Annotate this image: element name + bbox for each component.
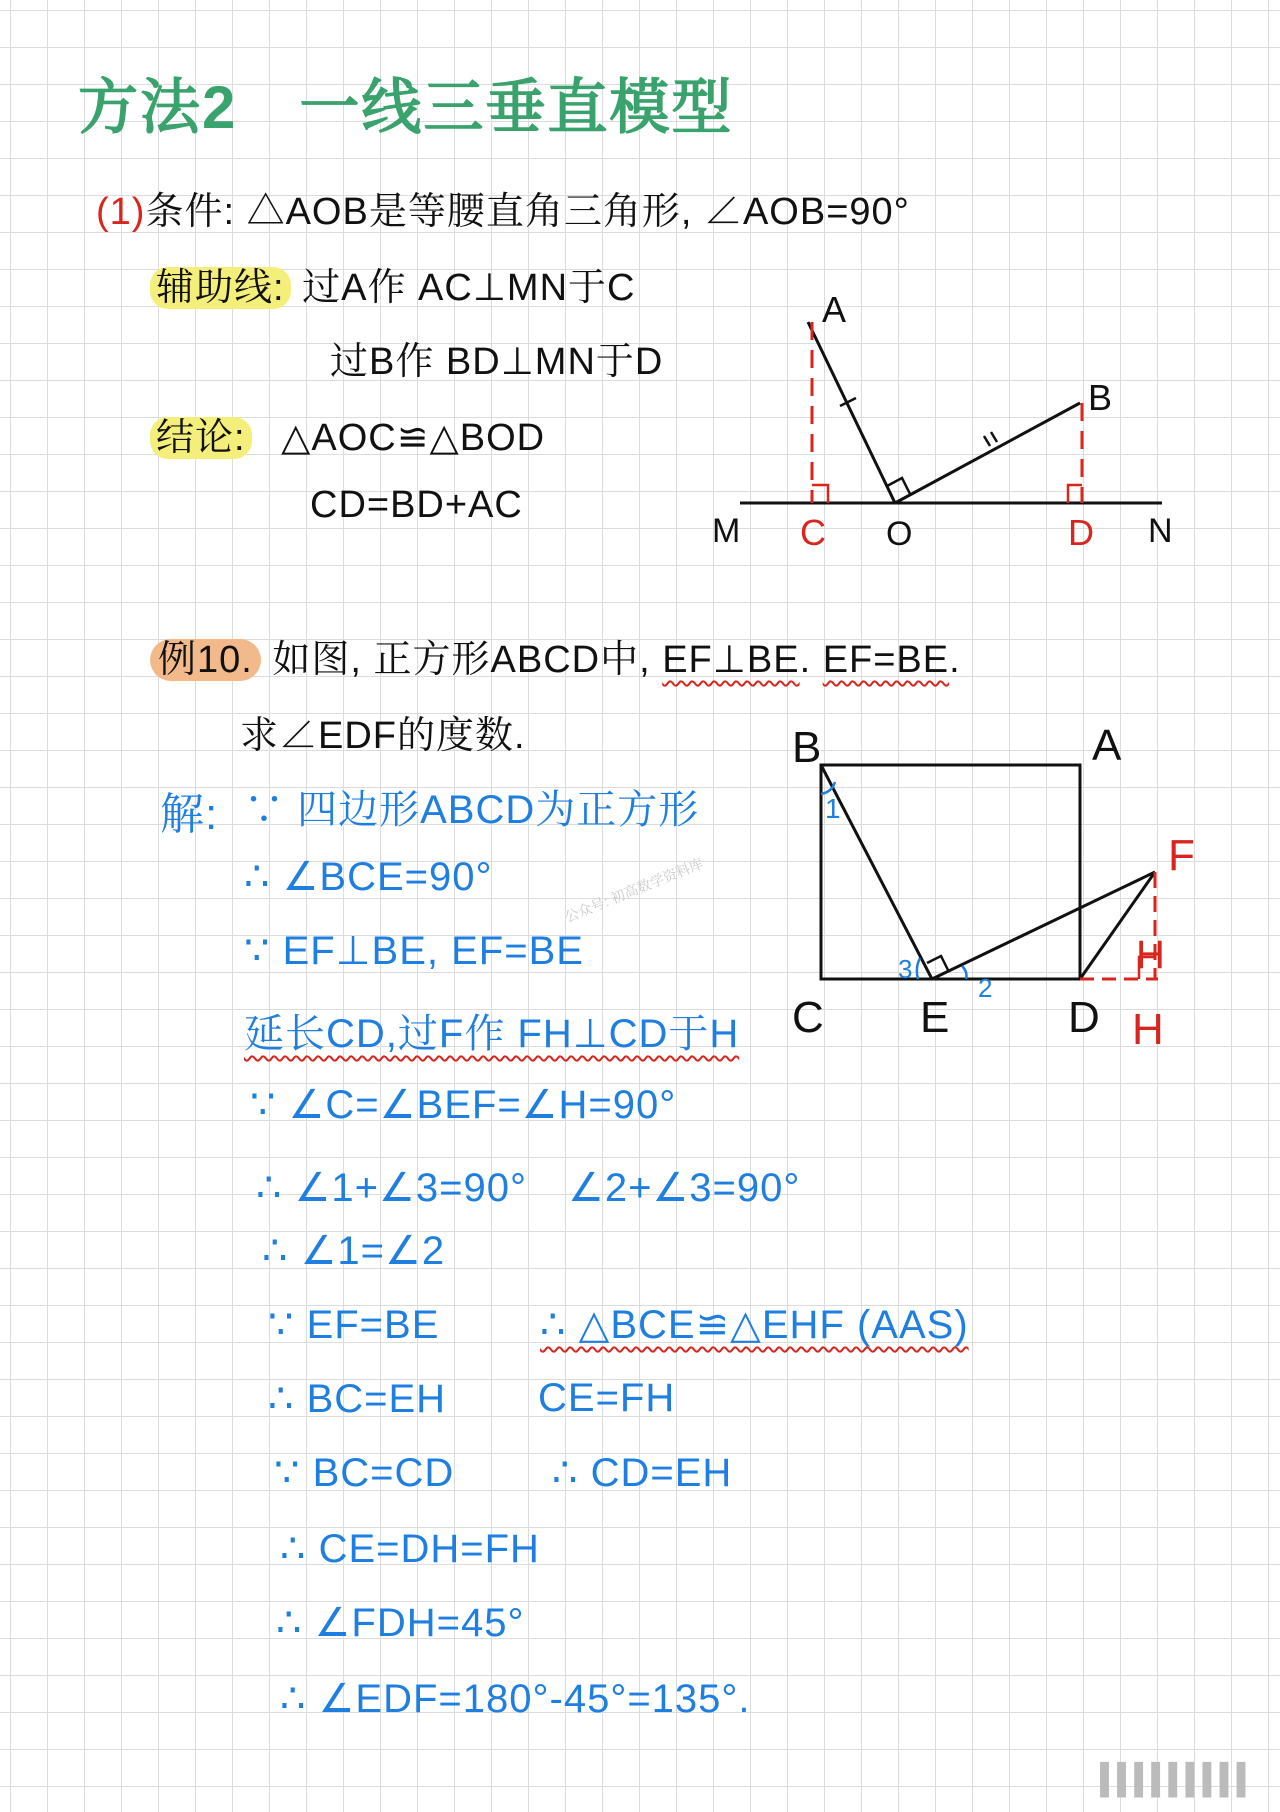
example-row [150,628,961,683]
label-m: M [712,512,741,550]
solution-right-1 [540,1302,969,1348]
label-h-inner: H [1136,933,1165,977]
example-end: . [949,639,961,681]
angle-label-3: 3 [898,954,913,984]
label-b: B [1088,377,1113,418]
solution-line-2: ∴ ∠BCE=90° [244,855,493,899]
label-b2: B [792,723,822,772]
label-e: E [920,993,950,1042]
conclusion-row-1 [150,406,545,461]
angle-label-1: 1 [825,793,841,824]
aux-line-1: 过A作 AC⊥MN于C [302,267,636,309]
solution-right-3: ∴ CD=EH [552,1451,733,1495]
example-cond-2: EF=BE [822,639,950,681]
model-figure [700,280,1180,560]
example-text: 如图, 正方形ABCD中, [272,639,651,681]
right-angle-e [927,956,948,970]
condition-label: 条件: [145,191,236,233]
segment-ao [808,322,895,503]
condition-text: △AOB是等腰直角三角形, ∠AOB=90° [246,191,910,233]
angle-2-arc [962,966,967,979]
label-d2: D [1068,993,1100,1042]
label-o: O [886,515,913,553]
solution-line-6: ∴ ∠1+∠3=90° ∠2+∠3=90° [256,1166,801,1210]
example-question: 求∠EDF的度数. [240,715,526,757]
label-c2: C [792,993,824,1042]
solution-line-5: ∵ ∠C=∠BEF=∠H=90° [250,1083,677,1127]
label-a2: A [1092,721,1122,770]
label-f: F [1168,831,1195,880]
solution-line-12: ∴ ∠FDH=45° [276,1601,525,1645]
page-title: 方法2 一线三垂直模型 [78,74,734,141]
solution-line-9: ∴ BC=EH [268,1377,447,1421]
label-a: A [822,289,847,330]
solution-line-1: ∵ 四边形ABCD为正方形 [244,788,700,832]
conclusion-line-2: CD=BD+AC [310,484,523,526]
aux-line-2: 过B作 BD⊥MN于D [330,341,664,383]
page-indicator: ▍▍▍▍▍▍▍▍▍ [1100,1764,1254,1797]
model-condition-row [96,180,910,235]
example-sep: . [799,639,812,681]
conclusion-line-1: △AOC≌△BOD [281,417,546,459]
solution-line-10: ∵ BC=CD [274,1451,455,1495]
solution-congruence: ∴ △BCE≌△EHF (AAS) [540,1303,969,1347]
angle-3-arc [917,958,920,979]
angle-label-2: 2 [978,973,993,1003]
label-c: C [800,512,826,553]
label-d: D [1068,512,1094,553]
solution-line-3: ∵ EF⊥BE, EF=BE [244,929,584,973]
solution-label: 解: [160,790,219,839]
aux-label: 辅助线: [150,267,291,309]
right-angle-c [812,485,828,503]
model-number: (1) [96,191,146,233]
example-cond-1: EF⊥BE [662,639,800,681]
solution-line-11: ∴ CE=DH=FH [280,1527,540,1571]
solution-right-2: CE=FH [538,1376,676,1420]
watermark: 公众号: 初高数学资料库 [562,854,706,926]
solution-line-13: ∴ ∠EDF=180°-45°=135°. [280,1677,751,1721]
solution-line-7: ∴ ∠1=∠2 [262,1229,446,1273]
solution-line-8: ∵ EF=BE [268,1303,440,1347]
right-angle-d [1068,485,1082,503]
solution-line-4: 延长CD,过F作 FH⊥CD于H [244,1012,740,1056]
square-abcd [821,765,1080,979]
example-label: 例10. [150,639,261,681]
aux-row-1 [150,256,635,311]
conclusion-label: 结论: [150,417,252,459]
tick-ob-1 [984,436,990,446]
segment-ef [932,872,1155,979]
square-figure [780,710,1220,1090]
label-h: H [1132,1005,1164,1054]
tick-ob-2 [991,432,997,442]
segment-ob [895,403,1080,503]
label-n: N [1148,512,1173,550]
